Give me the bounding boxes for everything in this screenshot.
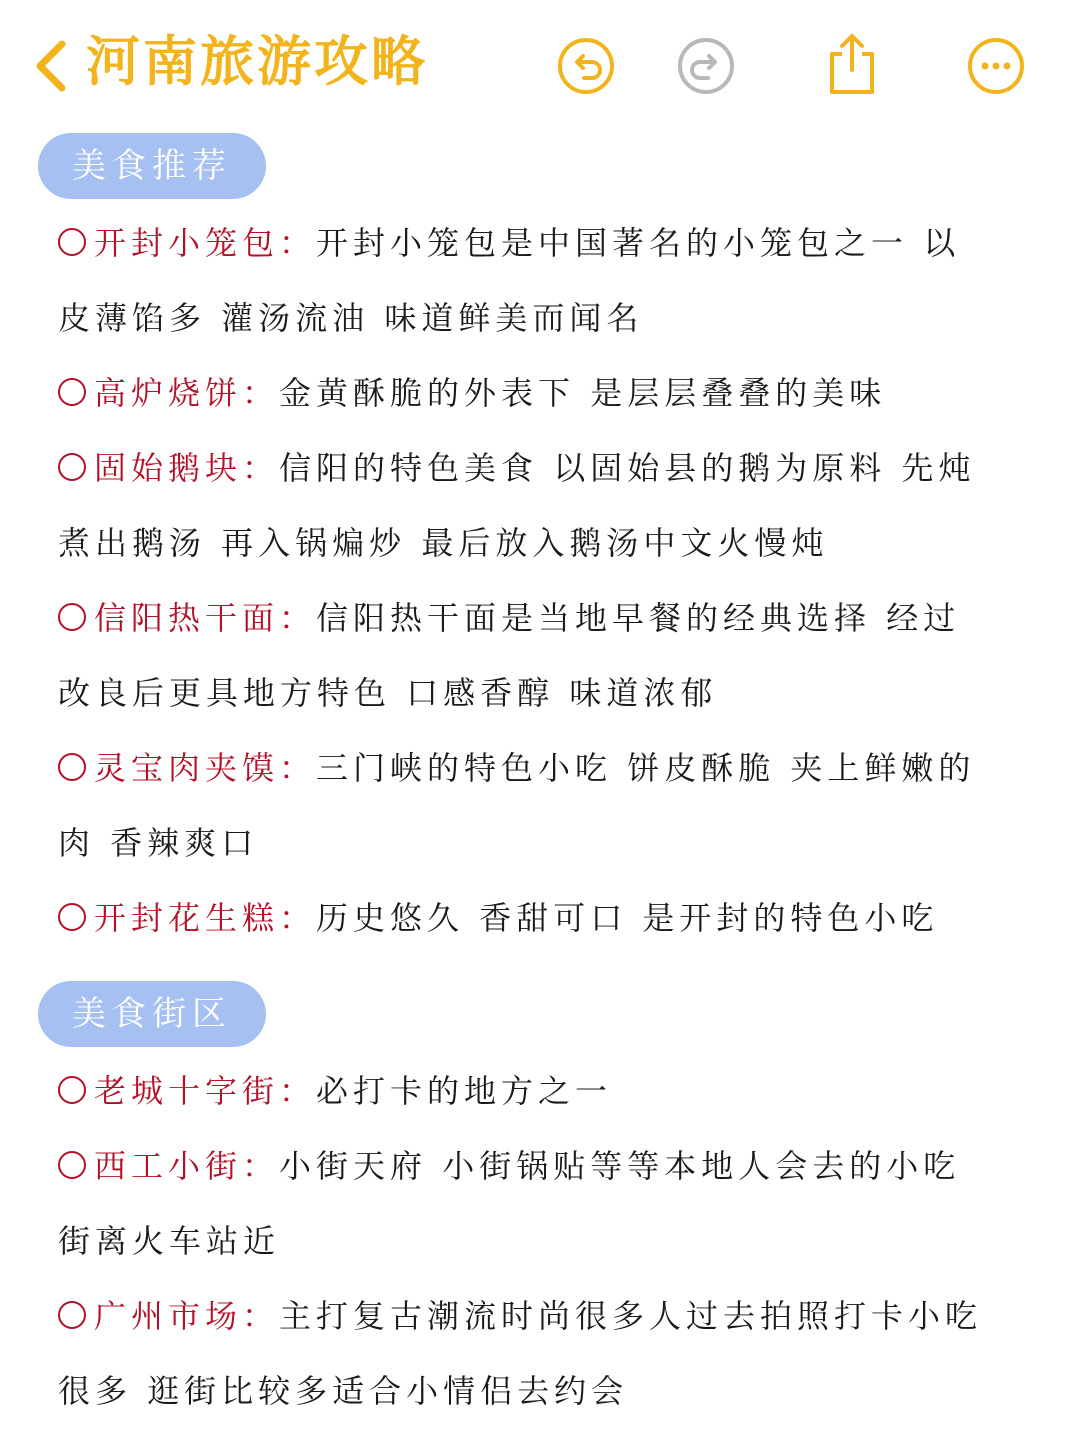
redo-button[interactable] <box>676 36 736 96</box>
item-name: 开封花生糕 <box>94 899 280 937</box>
item-separator: ： <box>242 1297 280 1335</box>
item-name: 灵宝肉夹馍 <box>94 749 280 787</box>
item-separator: ： <box>279 224 317 262</box>
more-button[interactable] <box>966 36 1026 96</box>
list-item <box>58 581 1008 656</box>
item-separator: ： <box>242 449 280 487</box>
item-name: 信阳热干面 <box>94 599 280 637</box>
list-item <box>58 431 1008 506</box>
item-separator: ： <box>279 749 317 787</box>
item-description-continued: 街离火车站近 <box>58 1222 281 1260</box>
list-item <box>58 356 1008 431</box>
page-title: 河南旅游攻略 <box>86 30 428 93</box>
item-description: 小街天府 小街锅贴等等本地人会去的小吃 <box>279 1147 961 1185</box>
bullet-circle-icon <box>58 1151 86 1179</box>
bullet-circle-icon <box>58 1076 86 1104</box>
item-description-continued: 皮薄馅多 灌汤流油 味道鲜美而闻名 <box>58 299 644 337</box>
item-separator: ： <box>279 599 317 637</box>
section-label-food: 美食推荐 <box>38 133 266 199</box>
item-name: 固始鹅块 <box>94 449 243 487</box>
undo-icon <box>556 36 616 96</box>
redo-icon <box>676 36 736 96</box>
bullet-circle-icon <box>58 453 86 481</box>
bullet-circle-icon <box>58 378 86 406</box>
item-description-continued: 改良后更具地方特色 口感香醇 味道浓郁 <box>58 674 718 712</box>
bullet-circle-icon <box>58 228 86 256</box>
item-separator: ： <box>279 899 317 937</box>
item-separator: ： <box>279 1072 317 1110</box>
item-name: 开封小笼包 <box>94 224 280 262</box>
share-icon <box>822 30 882 96</box>
item-description-continued: 煮出鹅汤 再入锅煸炒 最后放入鹅汤中文火慢炖 <box>58 524 829 562</box>
more-icon <box>966 36 1026 96</box>
item-description: 信阳的特色美食 以固始县的鹅为原料 先炖 <box>279 449 976 487</box>
undo-button[interactable] <box>556 36 616 96</box>
item-name: 老城十字街 <box>94 1072 280 1110</box>
item-separator: ： <box>242 1147 280 1185</box>
list-item <box>58 881 1008 956</box>
back-button[interactable] <box>30 38 74 94</box>
share-button[interactable] <box>822 30 882 96</box>
item-description: 必打卡的地方之一 <box>316 1072 613 1110</box>
item-description: 历史悠久 香甜可口 是开封的特色小吃 <box>316 899 939 937</box>
list-item <box>58 1054 1008 1129</box>
item-separator: ： <box>242 374 280 412</box>
bullet-circle-icon <box>58 753 86 781</box>
chevron-left-icon <box>30 38 74 94</box>
list-item <box>58 1279 1008 1354</box>
bullet-circle-icon <box>58 903 86 931</box>
bullet-circle-icon <box>58 603 86 631</box>
list-item <box>58 731 1008 806</box>
list-item <box>58 1129 1008 1204</box>
item-description: 开封小笼包是中国著名的小笼包之一 以 <box>316 224 961 262</box>
item-description-continued: 肉 香辣爽口 <box>58 824 259 862</box>
item-name: 高炉烧饼 <box>94 374 243 412</box>
list-item <box>58 206 1008 281</box>
bullet-circle-icon <box>58 1301 86 1329</box>
top-toolbar <box>0 0 1080 130</box>
item-description: 金黄酥脆的外表下 是层层叠叠的美味 <box>279 374 887 412</box>
section-label-food-streets: 美食街区 <box>38 981 266 1047</box>
item-description: 三门峡的特色小吃 饼皮酥脆 夹上鲜嫩的 <box>316 749 976 787</box>
item-description: 主打复古潮流时尚很多人过去拍照打卡小吃 <box>279 1297 983 1335</box>
item-description: 信阳热干面是当地早餐的经典选择 经过 <box>316 599 961 637</box>
item-name: 西工小街 <box>94 1147 243 1185</box>
item-description-continued: 很多 逛街比较多适合小情侣去约会 <box>58 1372 629 1410</box>
item-name: 广州市场 <box>94 1297 243 1335</box>
